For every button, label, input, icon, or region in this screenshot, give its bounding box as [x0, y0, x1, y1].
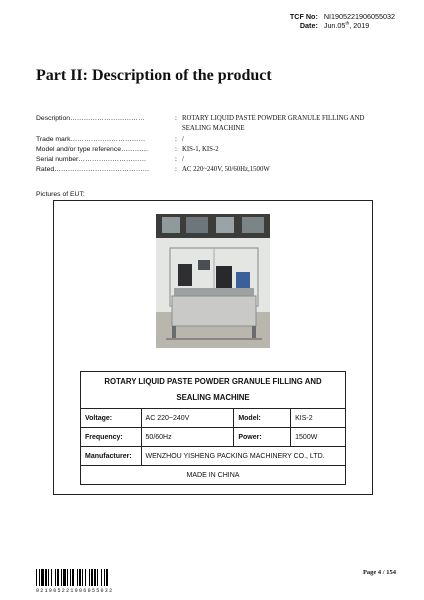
- voltage-value: AC 220~240V: [141, 409, 234, 428]
- model-label: Model:: [234, 409, 291, 428]
- model-row: Model and/or type reference………… : KIS-1, KIS-2: [36, 145, 396, 155]
- row-label: Model and/or type reference…………: [36, 145, 149, 153]
- trade-mark-row: Trade mark…………………………… : /: [36, 135, 396, 145]
- product-description: [36, 114, 396, 176]
- rated-row: Rated…………………………………… : AC 220~240V, 50/60Hz,1500W: [36, 165, 396, 175]
- power-label: Power:: [234, 428, 291, 447]
- row-value: /: [182, 156, 184, 164]
- description-row: [36, 124, 396, 134]
- row-value: AC 220~240V, 50/60Hz,1500W: [182, 166, 270, 174]
- tcf-label: TCF No:: [289, 12, 318, 21]
- voltage-label: Voltage:: [81, 409, 142, 428]
- row-value: SEALING MACHINE: [182, 125, 245, 133]
- row-label: Rated……………………………………: [36, 166, 150, 174]
- manufacturer-value: WENZHOU YISHENG PACKING MACHINERY CO., LTD.: [141, 447, 345, 466]
- serial-row: Serial number………………………… : /: [36, 155, 396, 165]
- description-row: Description…………………………… : ROTARY LIQUID PASTE POWDER GRANULE FILLING AND: [36, 114, 396, 124]
- pictures-frame: [53, 200, 373, 495]
- nameplate-title: ROTARY LIQUID PASTE POWDER GRANULE FILLING AND SEALING MACHINE: [81, 372, 346, 409]
- power-value: 1500W: [291, 428, 346, 447]
- frequency-value: 50/60Hz: [141, 428, 234, 447]
- date-label: Date:: [299, 21, 318, 31]
- model-value: KIS-2: [291, 409, 346, 428]
- nameplate-table: [80, 371, 346, 485]
- date-value: Jun.05th, 2019: [323, 21, 370, 31]
- row-value: ROTARY LIQUID PASTE POWDER GRANULE FILLING AND: [182, 115, 365, 122]
- page-number: Page 4 / 154: [362, 569, 396, 576]
- made-in-label: MADE IN CHINA: [81, 466, 346, 485]
- product-photo: [156, 214, 270, 348]
- row-label: [36, 124, 170, 134]
- row-label: Serial number…………………………: [36, 156, 147, 164]
- barcode: [36, 569, 132, 586]
- frequency-label: Frequency:: [81, 428, 142, 447]
- pictures-label: Pictures of EUT:: [36, 191, 85, 198]
- tcf-value: NI1905221906055032: [323, 12, 395, 21]
- row-value: /: [182, 135, 184, 143]
- row-label: Description……………………………: [36, 115, 145, 122]
- tcf-header: [284, 12, 395, 31]
- manufacturer-label: Manufacturer:: [81, 447, 142, 466]
- page-title: Part II: Description of the product: [36, 67, 272, 84]
- barcode-number: 021905221906055032: [36, 588, 114, 594]
- row-label: Trade mark……………………………: [36, 135, 146, 143]
- row-value: KIS-1, KIS-2: [182, 145, 219, 153]
